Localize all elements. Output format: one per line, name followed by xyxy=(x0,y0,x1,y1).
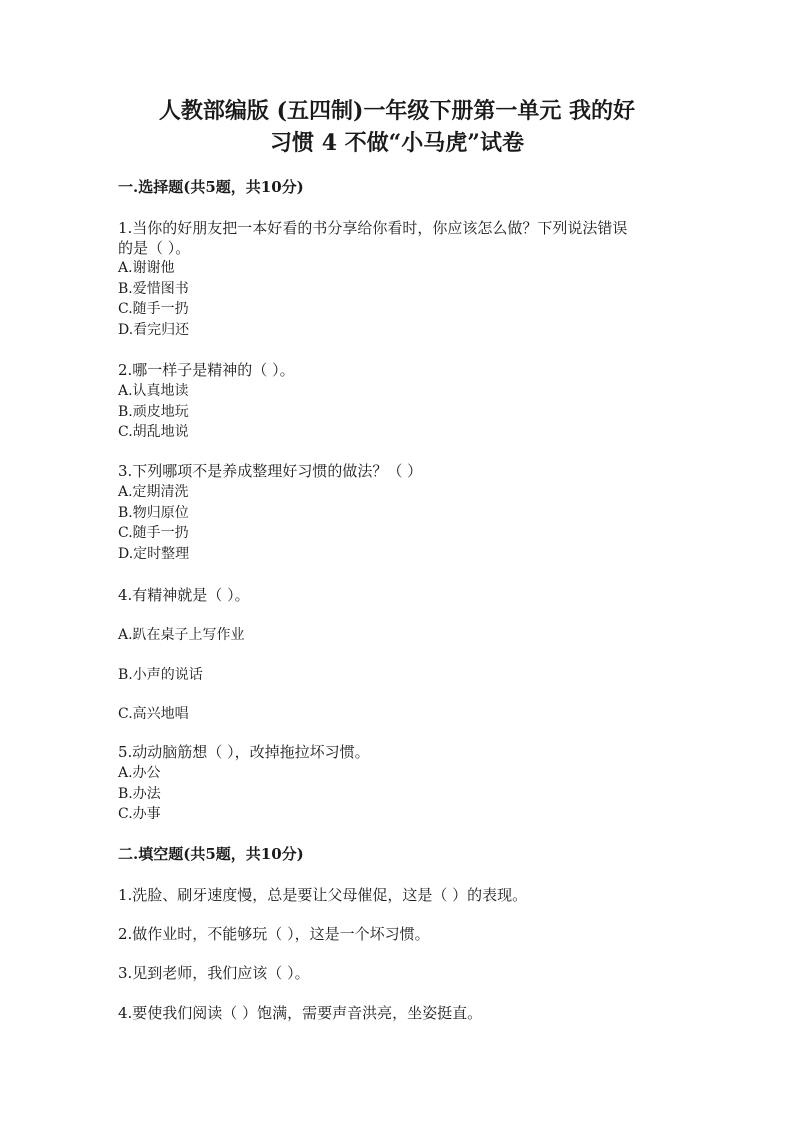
fill-question-1: 1.洗脸、刷牙速度慢，总是要让父母催促，这是（ ）的表现。 xyxy=(118,886,528,904)
fill-question-4: 4.要使我们阅读（ ）饱满，需要声音洪亮，坐姿挺直。 xyxy=(118,1004,483,1022)
option-item: C.随手一扔 xyxy=(118,301,189,318)
option-item: C.随手一扔 xyxy=(118,525,189,542)
section-heading-fill-blank: 二.填空题(共5题，共10分) xyxy=(118,845,304,863)
option-item: A.趴在桌子上写作业 xyxy=(118,627,245,643)
exam-title xyxy=(90,95,704,159)
question-1-options xyxy=(118,258,189,341)
fill-question-2: 2.做作业时，不能够玩（ ），这是一个坏习惯。 xyxy=(118,925,430,943)
exam-title-line-2: 习惯 4 不做“小马虎”试卷 xyxy=(270,130,524,156)
option-item: C.高兴地唱 xyxy=(118,706,189,722)
option-item: B.爱惜图书 xyxy=(118,280,189,297)
question-1 xyxy=(118,218,678,258)
option-item: B.物归原位 xyxy=(118,504,189,521)
option-item: D.看完归还 xyxy=(118,322,190,339)
option-item: C.办事 xyxy=(118,806,161,823)
question-4: 4.有精神就是（ ）。 xyxy=(118,586,250,604)
option-item: A.定期清洗 xyxy=(118,484,189,500)
option-item: A.谢谢他 xyxy=(118,260,175,276)
option-item: C.胡乱地说 xyxy=(118,424,189,441)
option-item: A.认真地读 xyxy=(118,383,189,399)
option-item: B.办法 xyxy=(118,785,161,802)
question-1-line-2: 的是（ ）。 xyxy=(118,239,191,257)
question-2-options xyxy=(118,381,189,443)
option-item: D.定时整理 xyxy=(118,546,190,563)
exam-title-line-1: 人教部编版 (五四制)一年级下册第一单元 我的好 xyxy=(158,98,636,124)
fill-question-3: 3.见到老师，我们应该（ ）。 xyxy=(118,964,310,982)
option-item: A.办公 xyxy=(118,765,161,781)
question-5: 5.动动脑筋想（ ），改掉拖拉坏习惯。 xyxy=(118,743,370,761)
option-item: B.顽皮地玩 xyxy=(118,403,189,420)
question-2: 2.哪一样子是精神的（ ）。 xyxy=(118,361,295,379)
question-5-options xyxy=(118,763,161,825)
question-1-line-1: 1.当你的好朋友把一本好看的书分享给你看时，你应该怎么做？下列说法错误 xyxy=(118,219,628,237)
question-3-options xyxy=(118,482,189,565)
option-item: B.小声的说话 xyxy=(118,667,203,683)
question-3: 3.下列哪项不是养成整理好习惯的做法？（ ） xyxy=(118,462,423,480)
section-heading-choice: 一.选择题(共5题，共10分) xyxy=(118,178,304,196)
